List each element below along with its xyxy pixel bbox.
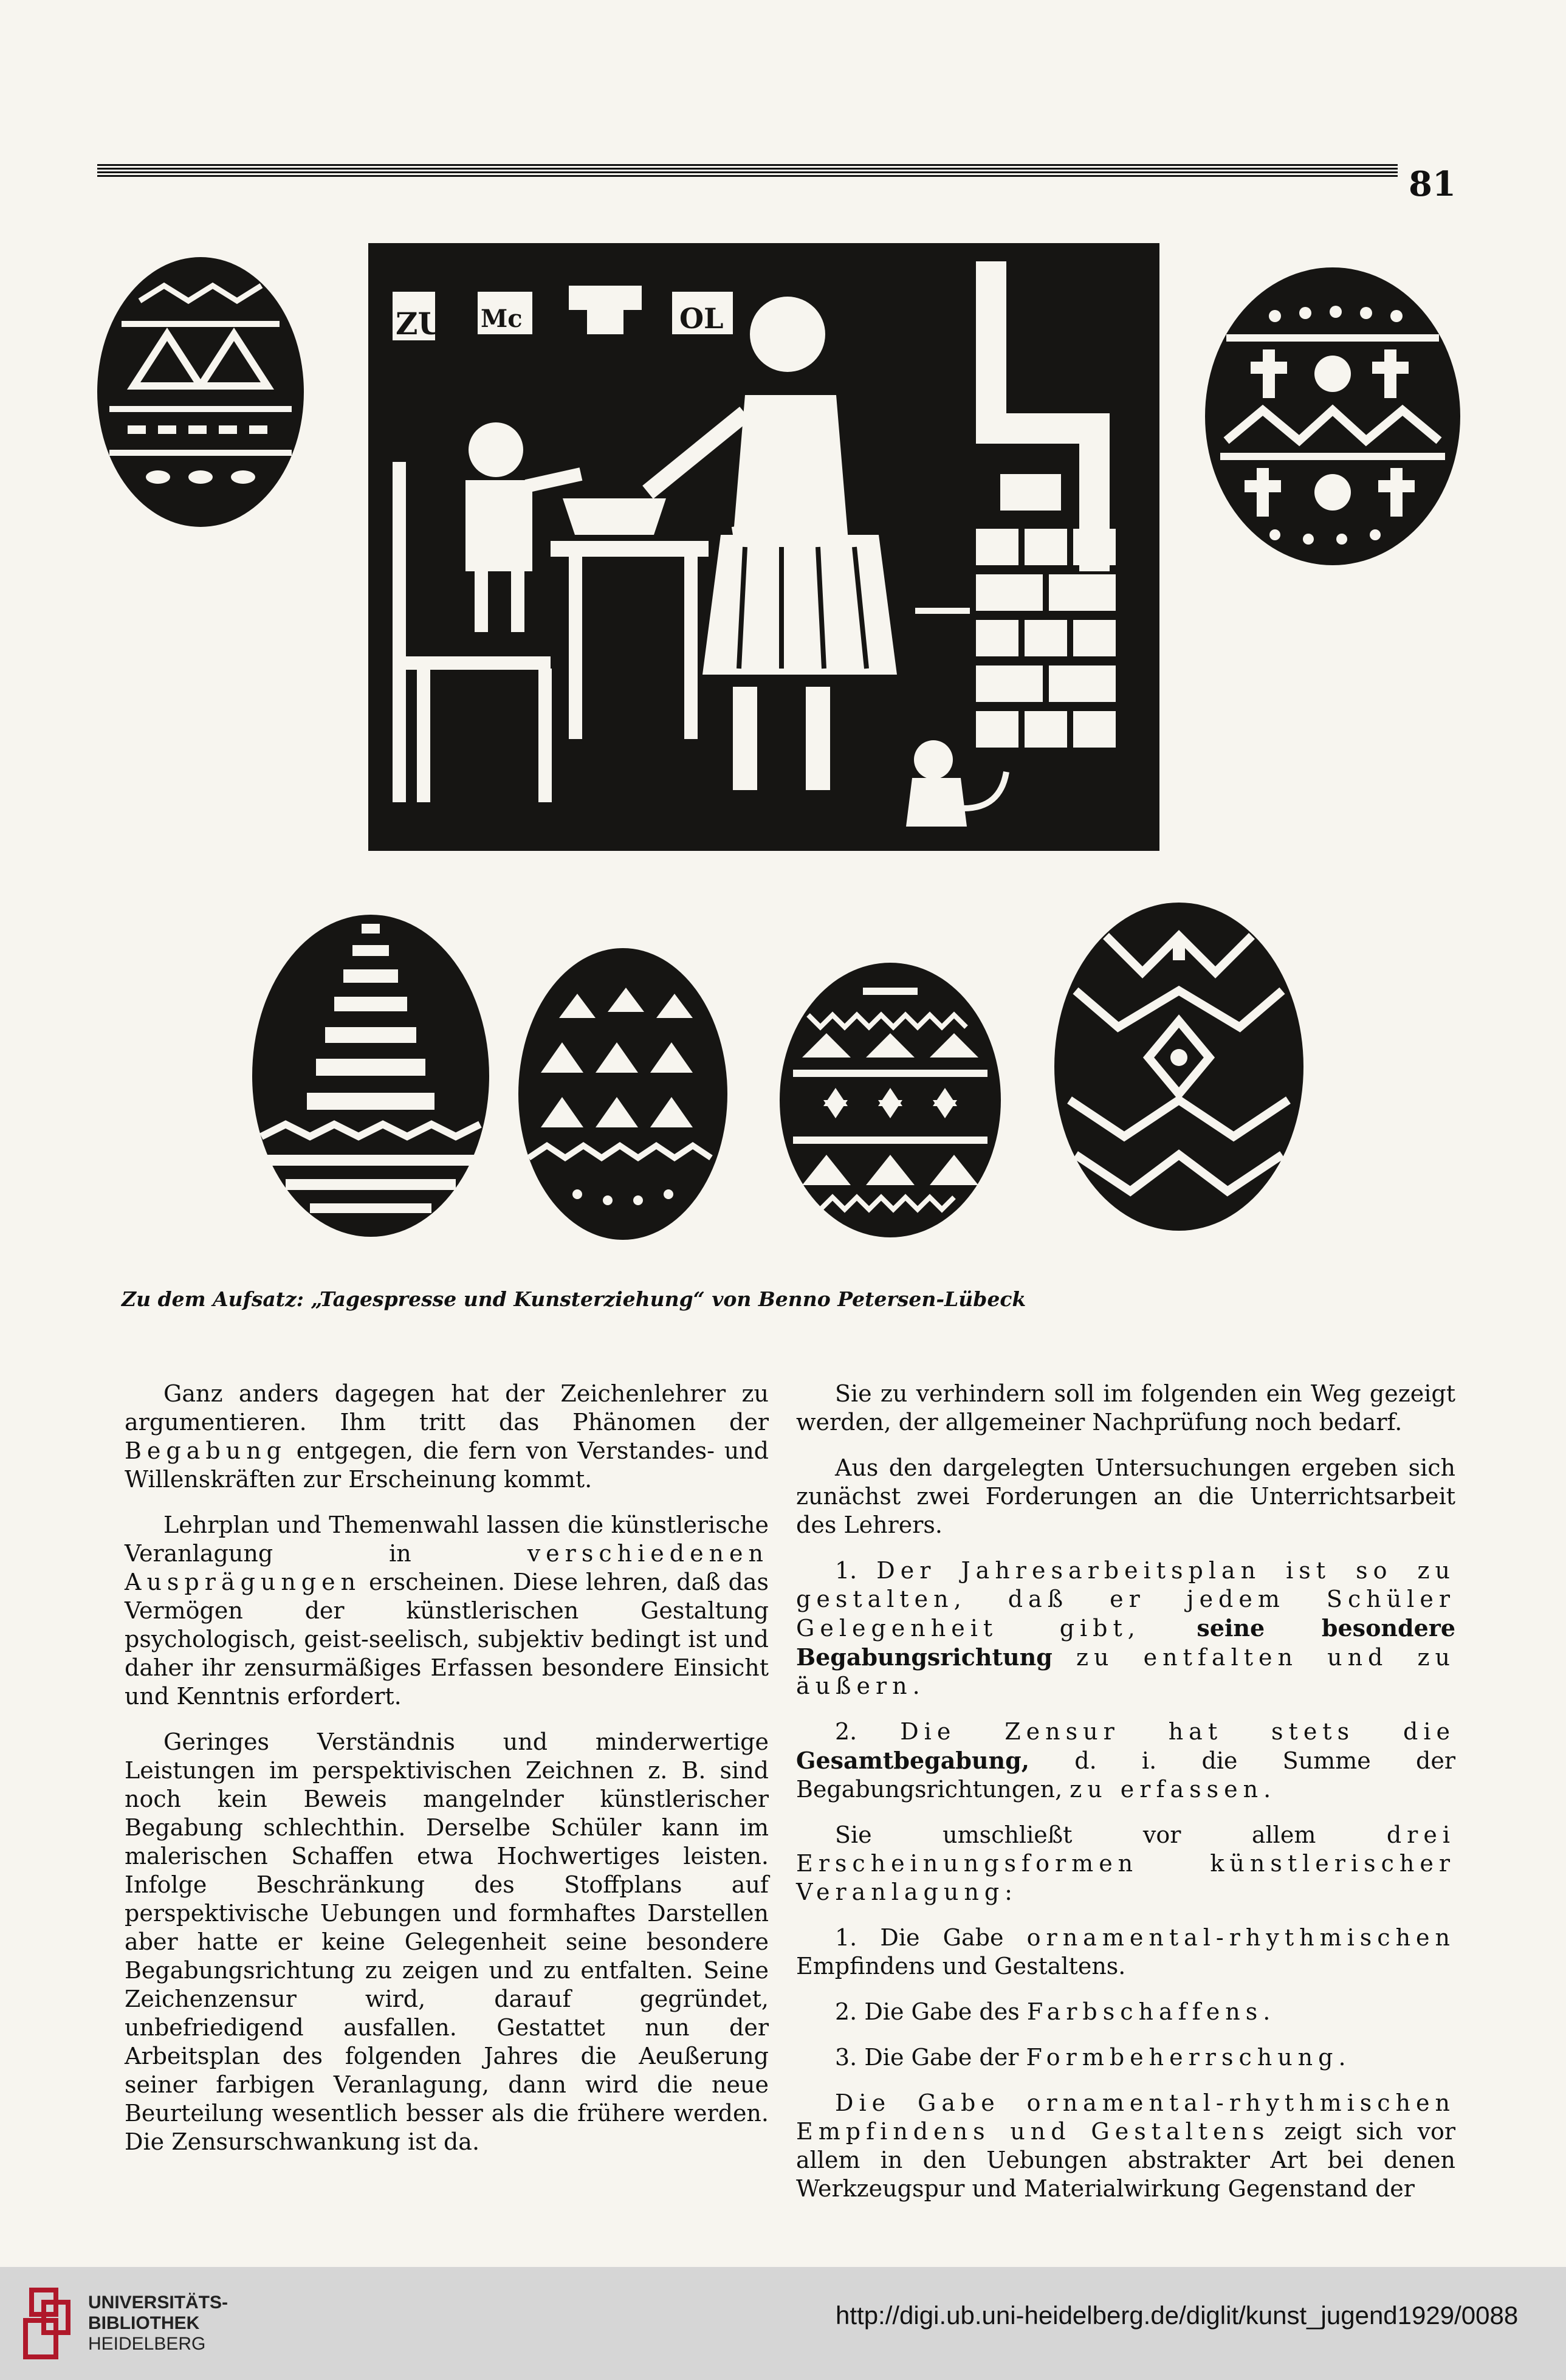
easter-egg-bottom-1 [249, 899, 492, 1240]
emphasized-text: Die Gabe ornamental-rhythmischen Empfindens und Gestaltens [796, 2089, 1455, 2145]
emphasized-text: Der Jahresarbeitsplan ist so zu gestalten, daß er jedem Schüler Gelegenheit gibt, [796, 1557, 1456, 1642]
paragraph [796, 1380, 1455, 1437]
jar-label-2: Mc [481, 304, 523, 333]
emphasized-text: Formbeherrschung. [1026, 2044, 1351, 2071]
paragraph [125, 1511, 769, 1711]
library-name-line-2: BIBLIOTHEK [88, 2313, 200, 2333]
figure-plate [85, 225, 1483, 1301]
page-number: 81 [1409, 164, 1456, 204]
paragraph [796, 1924, 1455, 1981]
emphasized-text: zu erfassen. [1070, 1776, 1277, 1803]
emphasized-text: Farbschaffens. [1026, 1998, 1276, 2025]
figure-caption: Zu dem Aufsatz: „Tagespresse und Kunsterziehung“ von Benno Petersen-Lübeck [122, 1287, 1026, 1311]
paragraph [796, 2089, 1455, 2203]
text-run [1053, 1644, 1076, 1671]
library-name [88, 2292, 228, 2354]
text-run: entgegen, die fern von Verstandes- und Willenskräften zur Erscheinung kommt. [125, 1437, 769, 1493]
text-column-left [125, 1380, 769, 2173]
text-run: d. i. die Summe der Begabungsrichtungen, [796, 1747, 1455, 1803]
text-run: 2. [835, 1718, 901, 1745]
paragraph [796, 1454, 1455, 1539]
paragraph [125, 1728, 769, 2156]
emphasized-text: drei Erscheinungsformen künstlerischer Veranlagung: [796, 1821, 1455, 1905]
kitchen-scene-illustration [368, 243, 1159, 851]
text-column-right [796, 1380, 1455, 2220]
text-run: Sie zu verhindern soll im folgenden ein Weg gezeigt werden, der allgemeiner Nachprüfung noch bedarf. [796, 1380, 1455, 1436]
header-rule [97, 164, 1398, 177]
text-run [1141, 1615, 1197, 1642]
library-name-line-3: HEIDELBERG [88, 2334, 206, 2354]
paragraph [125, 1380, 769, 1494]
text-run: zeigt sich vor allem in den Uebungen abstrakter Art bei denen Werkzeugspur und Materialwirkung Gegenstand der [796, 2118, 1455, 2202]
paragraph [796, 1718, 1455, 1804]
library-logo-icon [19, 2284, 80, 2363]
paragraph [796, 1556, 1455, 1701]
emphasized-text: verschiedenen Ausprägungen [125, 1540, 769, 1595]
text-run: Aus den dargelegten Untersuchungen ergeben sich zunächst zwei Forderungen an die Unterrichtsarbeit des Lehrers. [796, 1454, 1455, 1538]
text-run: Empfindens und Gestaltens. [796, 1953, 1126, 1979]
source-url-link[interactable]: http://digi.ub.uni-heidelberg.de/diglit/kunst_jugend1929/0088 [836, 2301, 1519, 2330]
easter-egg-top-right [1202, 258, 1463, 568]
text-run: erscheinen. Diese lehren, daß das Vermögen der künstlerischen Gestaltung psychologisch, geist-seelisch, subjektiv bedingt ist und daher ihr zensurmäßiges Erfassen besondere Einsicht und Kenntnis erfordert. [125, 1569, 769, 1710]
text-run: Lehrplan und Themenwahl lassen die künstlerische Veranlagung in [125, 1512, 769, 1567]
easter-egg-bottom-2 [517, 945, 729, 1243]
jar-label-3: OL [679, 302, 724, 335]
paragraph [796, 1821, 1455, 1907]
footer-bar [0, 2267, 1566, 2380]
easter-egg-bottom-4 [1051, 899, 1307, 1234]
text-run: 1. [835, 1557, 877, 1584]
text-run: Sie umschließt vor allem [835, 1821, 1387, 1848]
library-name-line-1: UNIVERSITÄTS- [88, 2292, 228, 2313]
paragraph [796, 1998, 1455, 2026]
text-run: 2. Die Gabe des [835, 1998, 1027, 2025]
bold-text: seine besondere Begabungsrichtung [796, 1614, 1455, 1671]
emphasized-text: Die Zensur hat stets die [900, 1718, 1455, 1745]
emphasized-text: Begabung [125, 1437, 287, 1464]
emphasized-text: zu entfalten und zu äußern. [796, 1644, 1455, 1699]
easter-egg-top-left [91, 243, 310, 529]
bold-text: Gesamtbegabung, [796, 1747, 1029, 1774]
text-run: 3. Die Gabe der [835, 2044, 1026, 2071]
text-run: Ganz anders dagegen hat der Zeichenlehrer zu argumentieren. Ihm tritt das Phänomen der [125, 1380, 769, 1436]
text-run: 1. Die Gabe [835, 1924, 1027, 1951]
jar-label-1: ZU [396, 306, 445, 342]
easter-egg-bottom-3 [778, 960, 1003, 1240]
paragraph [796, 2043, 1455, 2072]
text-run: Geringes Verständnis und minderwertige Leistungen im perspektivischen Zeichnen z. B. sind noch kein Beweis mangelnder künstlerischer Begabung schlechthin. Derselbe Schüler kann im malerischen Schaffen etwa Hochwertiges leisten. Infolge Beschränkung des Stoffplans auf perspektivische Uebungen und formhaftes Darstellen aber hatte er keine Gelegenheit seine besondere Begabungsrichtung zu zeigen und zu entfalten. Seine Zeichenzensur wird, darauf gegründet, unbefriedigend ausfallen. Gestattet nun der Arbeitsplan des folgenden Jahres die Aeußerung seiner farbigen Veranlagung, dann wird die neue Beurteilung wesentlich besser als die frühere werden. Die Zensurschwankung ist da. [125, 1728, 769, 2155]
emphasized-text: ornamental-rhythmischen [1026, 1924, 1455, 1951]
